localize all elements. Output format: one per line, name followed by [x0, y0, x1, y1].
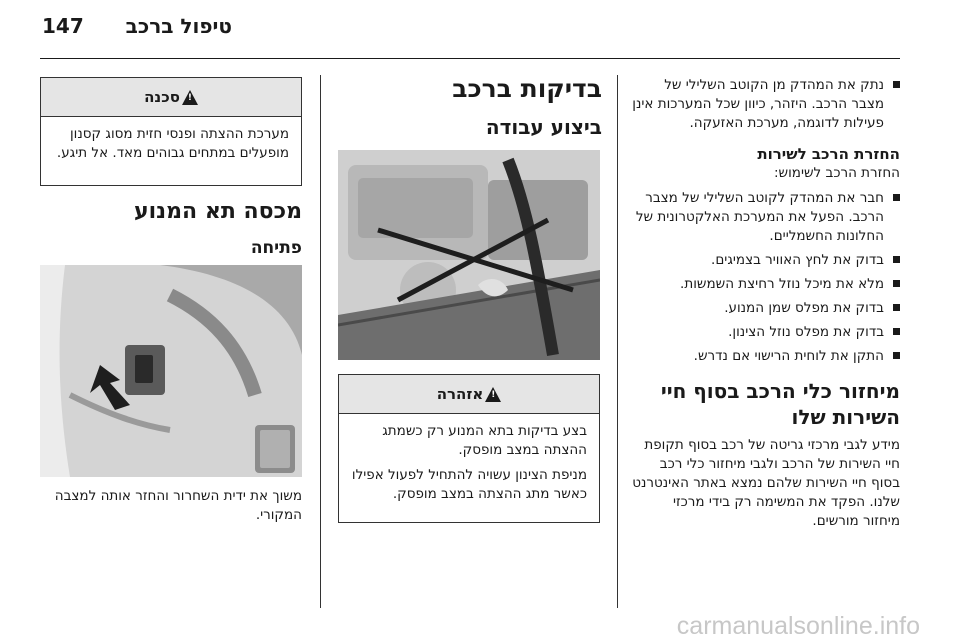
engine-bay-illustration: [338, 150, 600, 360]
list-item: חבר את המהדק לקוטב השלילי של מצבר הרכב. הפעל את המערכת האלקטרונית של החלונות החשמליים.: [632, 189, 900, 246]
hood-release-photo: [40, 265, 302, 477]
warning-header: ! אזהרה: [339, 375, 599, 414]
recycling-title: מיחזור כלי הרכב בסוף חיי השירות שלו: [660, 379, 900, 429]
restore-lead: החזרת הרכב לשימוש:: [774, 165, 900, 181]
checks-subtitle: ביצוע עבודה: [485, 115, 602, 139]
danger-body: [41, 117, 301, 175]
engine-bay-photo: [338, 150, 600, 360]
bullet-icon: [893, 81, 900, 88]
opening-text: משוך את ידית השחרור והחזר אותה למצבה המקורי.: [54, 488, 302, 523]
warning-text-1: בצע בדיקות בתא המנוע רק כשמתג ההצתה במצב מופסק.: [382, 423, 587, 458]
header-rule: [40, 58, 900, 59]
bullet-icon: [893, 256, 900, 263]
column-divider-left: [320, 75, 321, 608]
hood-section: [40, 197, 302, 261]
warning-body: [339, 414, 599, 516]
page-number: 147: [42, 14, 84, 38]
recycling-text: מידע לגבי מרכזי גריטה של רכב בסוף תקופת חיי השירות של הרכב ולגבי מיחזור כלי רכב בסוף חיי השירות שלהם נמצא באתר האינטרנט שלנו. הפקד את המשימה רק בידי מרכזי מיחזור מורשים.: [632, 437, 900, 529]
bullet-icon: [893, 194, 900, 201]
warning-triangle-icon: [182, 90, 198, 105]
bullet-icon: [893, 352, 900, 359]
bullet-icon: [893, 304, 900, 311]
list-item: בדוק את מפלס נוזל הצינון.: [632, 323, 900, 342]
bullet-icon: [893, 280, 900, 287]
danger-box: [40, 77, 302, 186]
danger-header: ! סכנה: [41, 78, 301, 117]
site-watermark: carmanualsonline.info: [676, 612, 920, 640]
running-title: טיפול ברכב: [125, 14, 232, 38]
warning-text-2: מניפת הצינון עשויה להתחיל לפעול אפילו כאשר מתג ההצתה במצב מופסק.: [351, 467, 587, 502]
list-item: התקן את לוחית הרישוי אם נדרש.: [632, 347, 900, 366]
hood-release-illustration: [40, 265, 302, 477]
list-item: מלא את מיכל נוזל רחיצת השמשות.: [632, 275, 900, 294]
restore-list: [632, 189, 900, 366]
danger-text: מערכת ההצתה ופנסי חזית מסוג קסנון מופעלים במתחים גבוהים מאד. אל תיגע.: [56, 126, 289, 161]
list-item: בדוק את לחץ האוויר בצמיגים.: [632, 251, 900, 270]
warning-box: [338, 374, 600, 523]
restore-title: החזרת הרכב לשירות: [757, 145, 900, 163]
list-item: נתק את המהדק מן הקוטב השלילי של מצבר הרכב. היזהר, כיוון שכל המערכות אינן פעילות לדוגמה, מערכת האזעקה.: [632, 76, 900, 133]
right-column: [632, 76, 900, 531]
opening-title: פתיחה: [250, 238, 302, 258]
warning-triangle-icon: [485, 387, 501, 402]
checks-title: בדיקות ברכב: [452, 74, 602, 103]
list-item: בדוק את מפלס שמן המנוע.: [632, 299, 900, 318]
intro-list: [632, 76, 900, 133]
hood-title: מכסה תא המנוע: [133, 199, 302, 224]
column-divider-right: [617, 75, 618, 608]
bullet-icon: [893, 328, 900, 335]
middle-column: [336, 74, 602, 140]
